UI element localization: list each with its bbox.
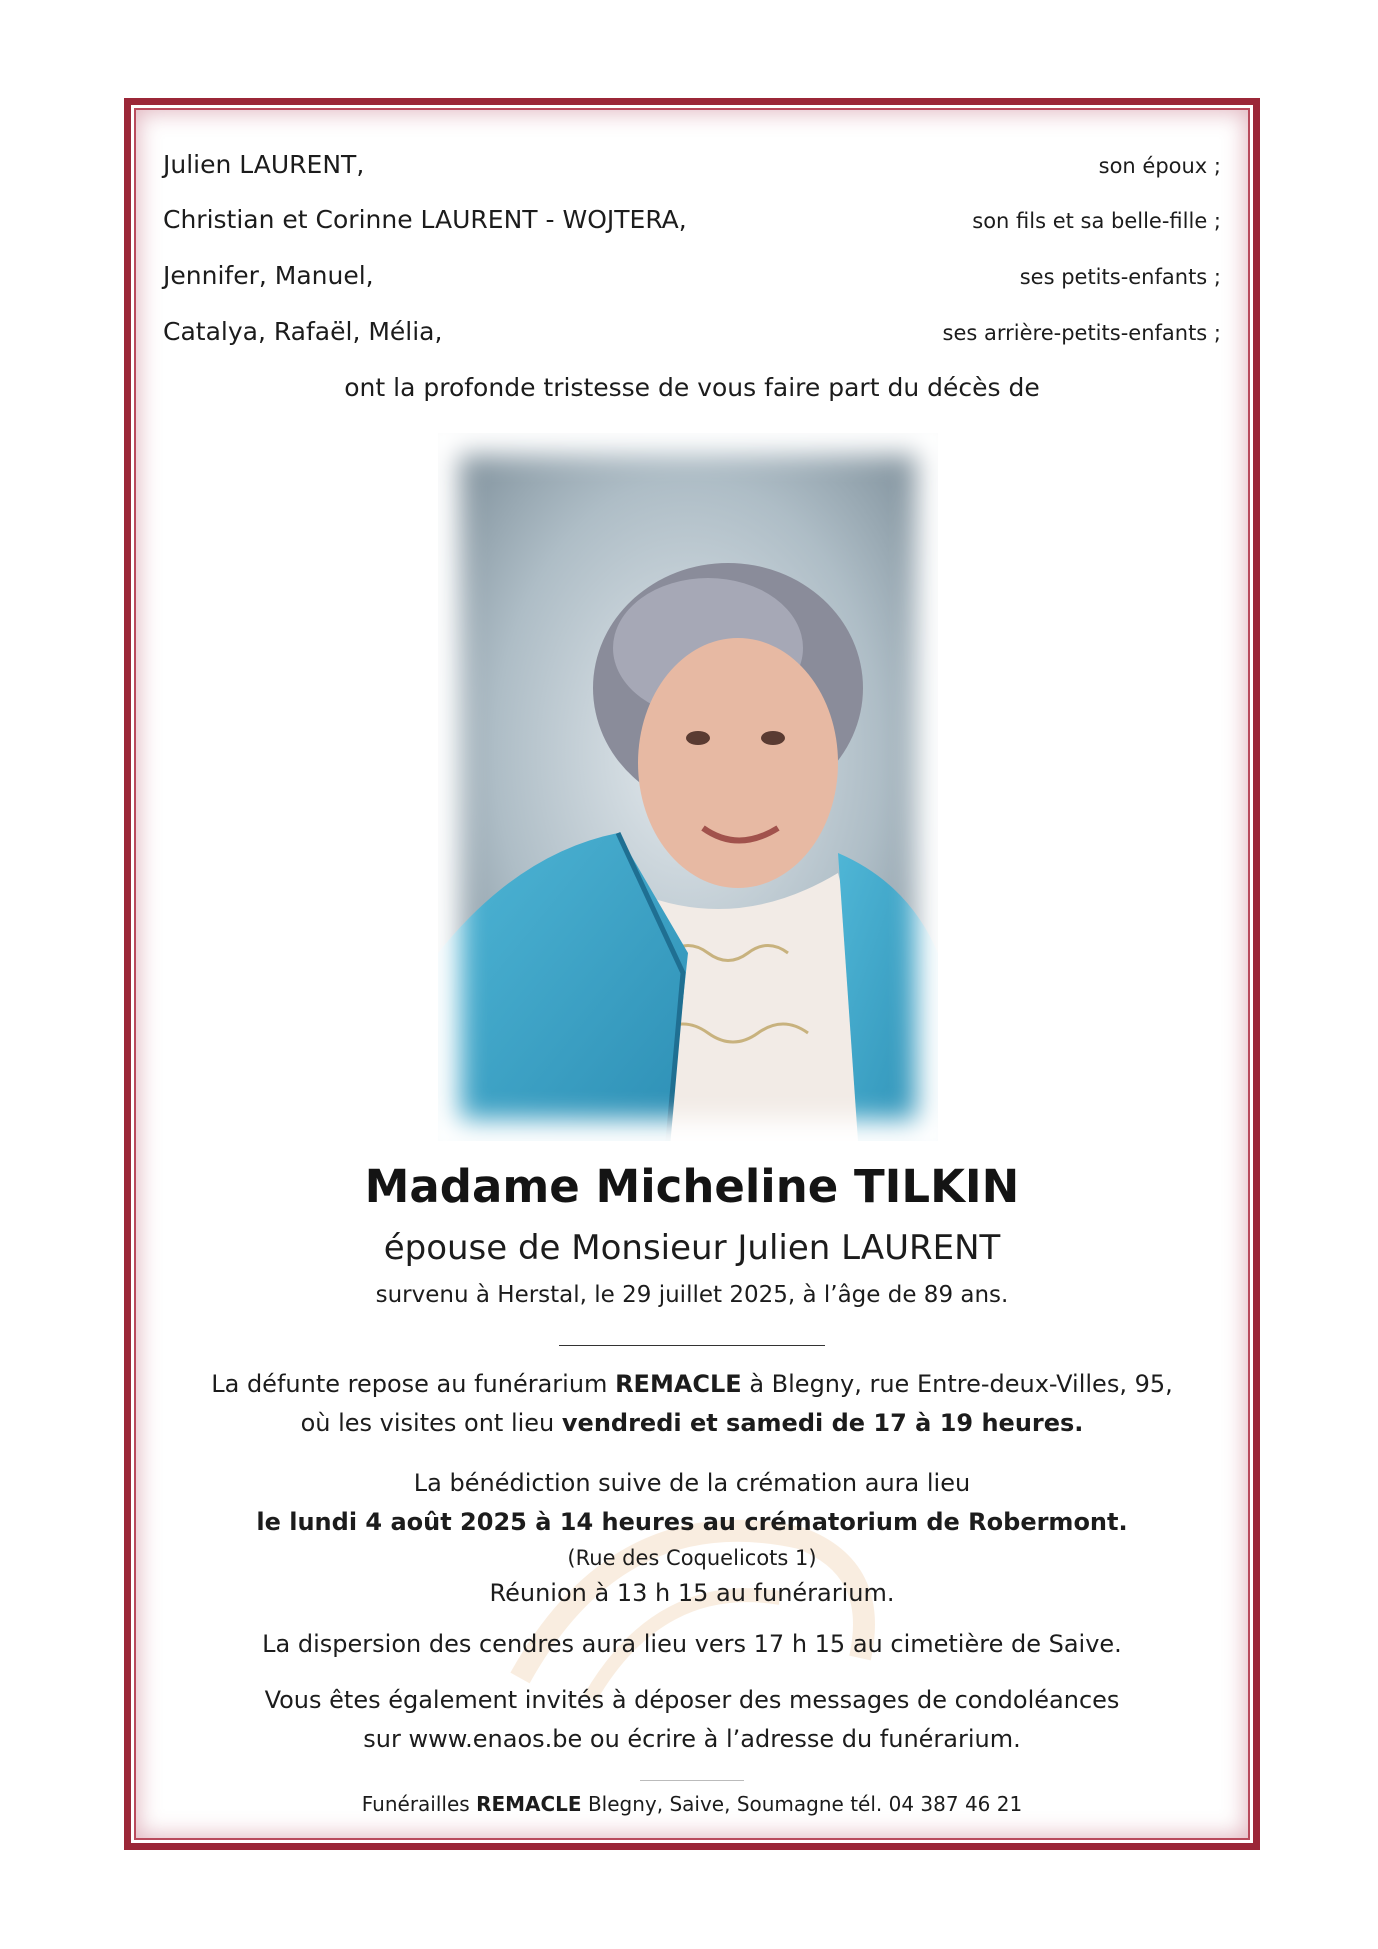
ceremony-address: (Rue des Coquelicots 1) (567, 1546, 817, 1570)
condolences-line: Vous êtes également invités à déposer des messages de condoléances (264, 1686, 1120, 1714)
family-relation: ses arrière-petits-enfants ; (942, 321, 1221, 345)
family-name: Jennifer, Manuel, (163, 261, 374, 290)
footer-divider (640, 1780, 744, 1781)
family-relation: son fils et sa belle-fille ; (972, 209, 1221, 233)
portrait-photo (438, 433, 938, 1141)
family-row (163, 150, 1221, 179)
family-name: Julien LAURENT, (163, 150, 365, 179)
family-row (163, 205, 1221, 234)
condolences-block (124, 1681, 1260, 1759)
family-row (163, 317, 1221, 346)
spouse-line: épouse de Monsieur Julien LAURENT (383, 1228, 1001, 1268)
footer-text: Funérailles REMACLE Blegny, Saive, Soumagne tél. 04 387 46 21 (361, 1792, 1023, 1816)
family-name: Christian et Corinne LAURENT - WOJTERA, (163, 205, 687, 234)
family-relation: ses petits-enfants ; (1019, 265, 1221, 289)
dispersion-text: La dispersion des cendres aura lieu vers 17 h 15 au cimetière de Saive. (262, 1630, 1122, 1658)
visitation-line: La défunte repose au funérarium REMACLE à Blegny, rue Entre-deux-Villes, 95, (211, 1370, 1173, 1398)
visitation-line: où les visites ont lieu vendredi et samedi de 17 à 19 heures. (300, 1409, 1084, 1437)
ceremony-date: le lundi 4 août 2025 à 14 heures au crématorium de Robermont. (256, 1508, 1128, 1536)
family-row (163, 261, 1221, 290)
condolences-line: sur www.enaos.be ou écrire à l’adresse du funérarium. (363, 1725, 1021, 1753)
ceremony-meeting: Réunion à 13 h 15 au funérarium. (489, 1579, 895, 1607)
family-relation: son époux ; (1098, 154, 1221, 178)
deceased-name: Madame Micheline TILKIN (364, 1160, 1020, 1213)
ceremony-line: La bénédiction suive de la crémation aura lieu (413, 1469, 971, 1497)
divider (559, 1345, 825, 1346)
visitation-block (124, 1365, 1260, 1443)
photo-vignette (438, 433, 938, 1141)
family-name: Catalya, Rafaël, Mélia, (163, 317, 443, 346)
intro-text: ont la profonde tristesse de vous faire part du décès de (344, 373, 1040, 402)
death-line: survenu à Herstal, le 29 juillet 2025, à l’âge de 89 ans. (375, 1282, 1009, 1308)
ceremony-block (124, 1464, 1260, 1613)
